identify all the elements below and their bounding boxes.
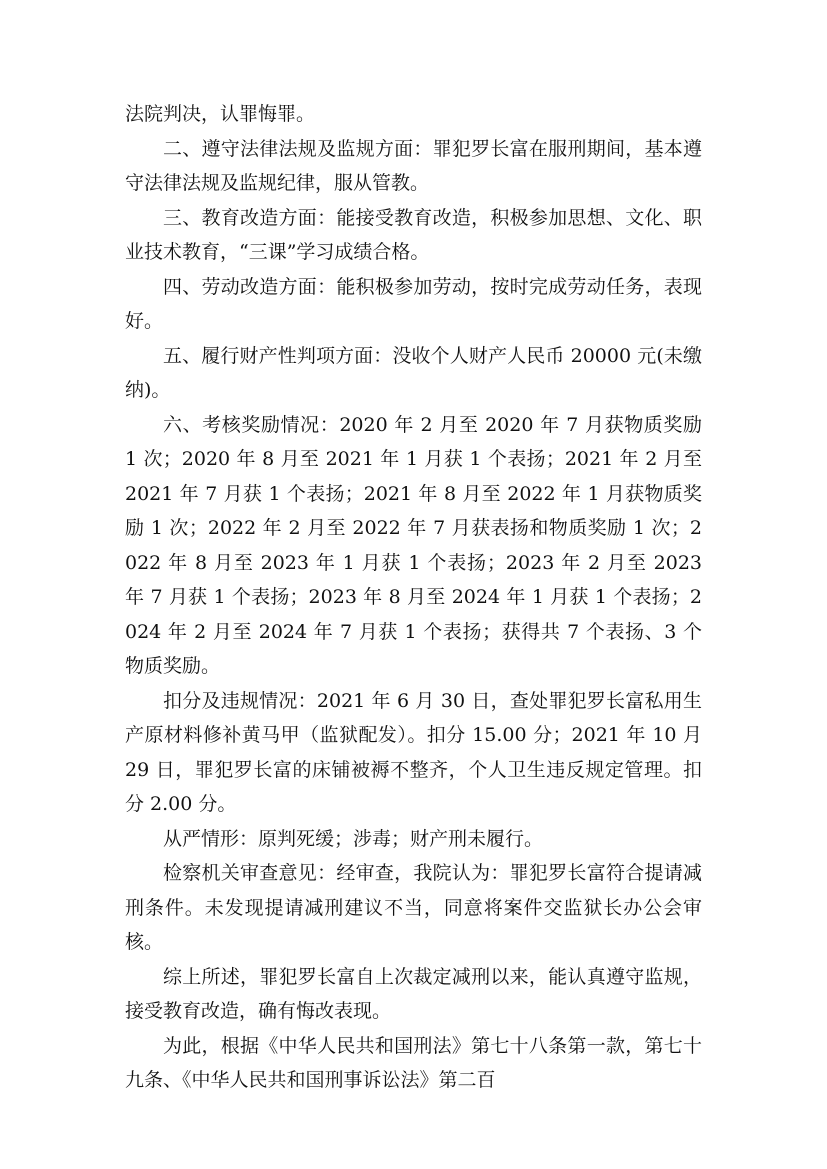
- document-body: [125, 97, 702, 1098]
- paragraph-procuratorate-opinion: 检察机关审查意见：经审查，我院认为：罪犯罗长富符合提请减刑条件。未发现提请减刑建议不当，同意将案件交监狱长办公会审核。: [125, 862, 702, 953]
- paragraph-deductions: 扣分及违规情况：2021 年 6 月 30 日，查处罪犯罗长富私用生产原材料修补黄马甲（监狱配发）。扣分 15.00 分；2021 年 10 月 29 日，罪犯罗长富的床铺被褥不整齐，个人卫生违反规定管理。扣分 2.00 分。: [125, 689, 702, 815]
- paragraph-education: 三、教育改造方面：能接受教育改造，积极参加思想、文化、职业技术教育，“三课”学习成绩合格。: [125, 206, 702, 263]
- paragraph-property-penalty: 五、履行财产性判项方面：没收个人财产人民币 20000 元(未缴纳)。: [125, 344, 702, 401]
- paragraph-labor: 四、劳动改造方面：能积极参加劳动，按时完成劳动任务，表现好。: [125, 275, 702, 332]
- paragraph-continuation: 法院判决，认罪悔罪。: [125, 103, 316, 125]
- paragraph-rewards: 六、考核奖励情况：2020 年 2 月至 2020 年 7 月获物质奖励 1 次；2020 年 8 月至 2021 年 1 月获 1 个表扬；2021 年 2 月至 2021 年 7 月获 1 个表扬；2021 年 8 月至 2022 年 1 月获物质奖励 1 次；2022 年 2 月至 2022 年 7 月获表扬和物质奖励 1 次；2022 年 8 月至 2023 年 1 月获 1 个表扬；2023 年 2 月至 2023 年 7 月获 1 个表扬；2023 年 8 月至 2024 年 1 月获 1 个表扬；2024 年 2 月至 2024 年 7 月获 1 个表扬；获得共 7 个表扬、3 个物质奖励。: [125, 413, 702, 677]
- paragraph-strict-circumstances: 从严情形：原判死缓；涉毒；财产刑未履行。: [163, 827, 544, 850]
- paragraph-compliance: 二、遵守法律法规及监规方面：罪犯罗长富在服刑期间，基本遵守法律法规及监规纪律，服从管教。: [125, 137, 702, 194]
- paragraph-summary: 综上所述，罪犯罗长富自上次裁定减刑以来，能认真遵守监规，接受教育改造，确有悔改表现。: [125, 965, 702, 1022]
- paragraph-legal-basis: 为此，根据《中华人民共和国刑法》第七十八条第一款，第七十九条、《中华人民共和国刑事诉讼法》第二百: [125, 1034, 702, 1091]
